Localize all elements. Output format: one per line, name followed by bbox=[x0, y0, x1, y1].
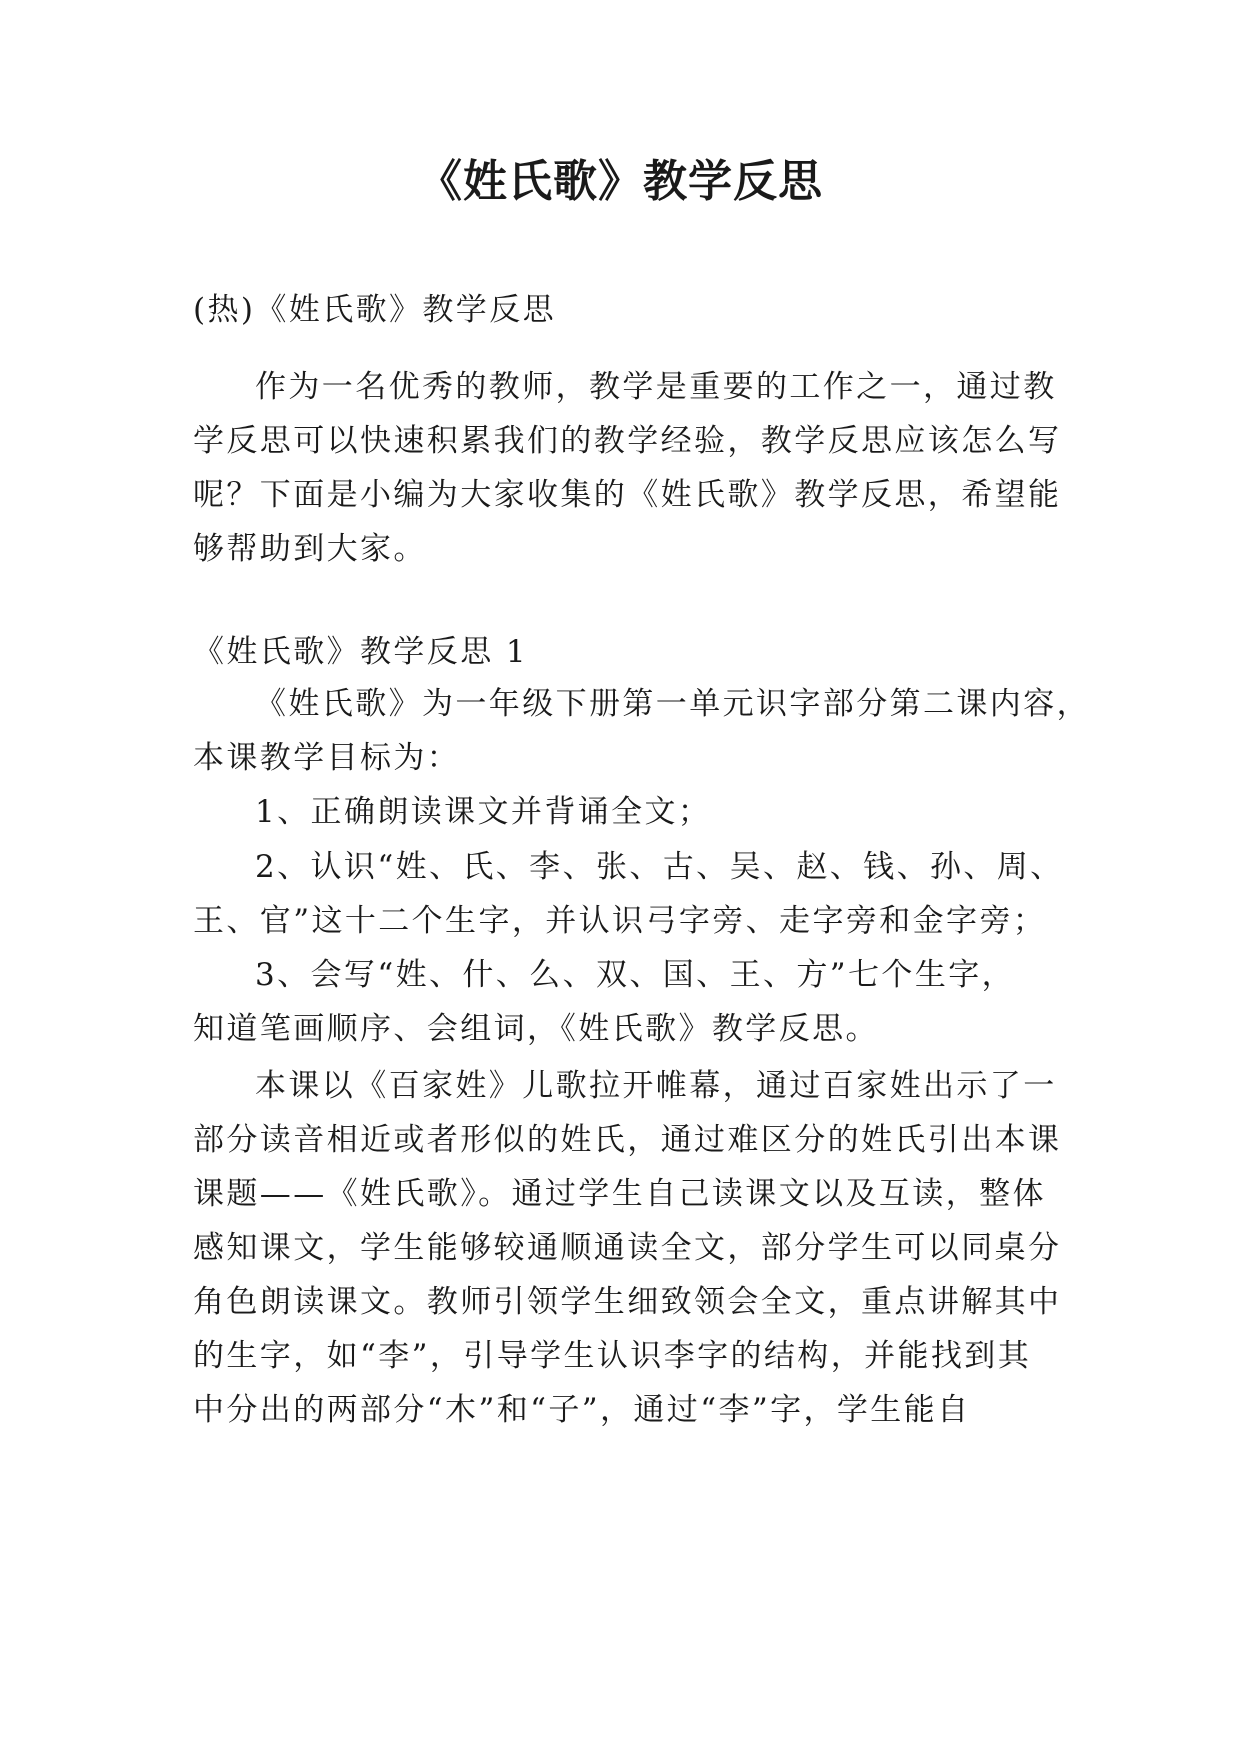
intro-line: 呢？下面是小编为大家收集的《姓氏歌》教学反思，希望能 bbox=[193, 477, 1062, 513]
body-line: 中分出的两部分“木”和“子”，通过“李”字，学生能自 bbox=[193, 1392, 971, 1428]
body-line: 1、正确朗读课文并背诵全文； bbox=[255, 794, 712, 830]
body-line: 知道笔画顺序、会组词，《姓氏歌》教学反思。 bbox=[193, 1011, 879, 1047]
intro-line: 学反思可以快速积累我们的教学经验，教学反思应该怎么写 bbox=[193, 423, 1062, 459]
body-line: 本课教学目标为： bbox=[193, 740, 461, 776]
body-line: 感知课文，学生能够较通顺通读全文，部分学生可以同桌分 bbox=[193, 1230, 1062, 1266]
body-line: 《姓氏歌》为一年级下册第一单元识字部分第二课内容， bbox=[255, 686, 1090, 722]
body-line: 本课以《百家姓》儿歌拉开帷幕，通过百家姓出示了一 bbox=[255, 1068, 1057, 1104]
body-line: 课题——《姓氏歌》。通过学生自己读课文以及互读，整体 bbox=[193, 1176, 1046, 1212]
document-title: 《姓氏歌》教学反思 bbox=[418, 156, 823, 207]
body-line: 王、官”这十二个生字，并认识弓字旁、走字旁和金字旁； bbox=[193, 903, 1047, 939]
intro-line: 够帮助到大家。 bbox=[193, 531, 427, 567]
body-line: 的生字，如“李”，引导学生认识李字的结构，并能找到其 bbox=[193, 1338, 1032, 1374]
document-subtitle: (热)《姓氏歌》教学反思 bbox=[193, 292, 556, 328]
section-heading: 《姓氏歌》教学反思 1 bbox=[193, 634, 528, 670]
body-line: 部分读音相近或者形似的姓氏，通过难区分的姓氏引出本课 bbox=[193, 1122, 1062, 1158]
body-line: 3、会写“姓、什、么、双、国、王、方”七个生字， bbox=[255, 957, 1016, 993]
body-line: 2、认识“姓、氏、李、张、古、吴、赵、钱、孙、周、 bbox=[255, 849, 1064, 885]
intro-line: 作为一名优秀的教师，教学是重要的工作之一，通过教 bbox=[255, 369, 1057, 405]
body-line: 角色朗读课文。教师引领学生细致领会全文，重点讲解其中 bbox=[193, 1284, 1062, 1320]
